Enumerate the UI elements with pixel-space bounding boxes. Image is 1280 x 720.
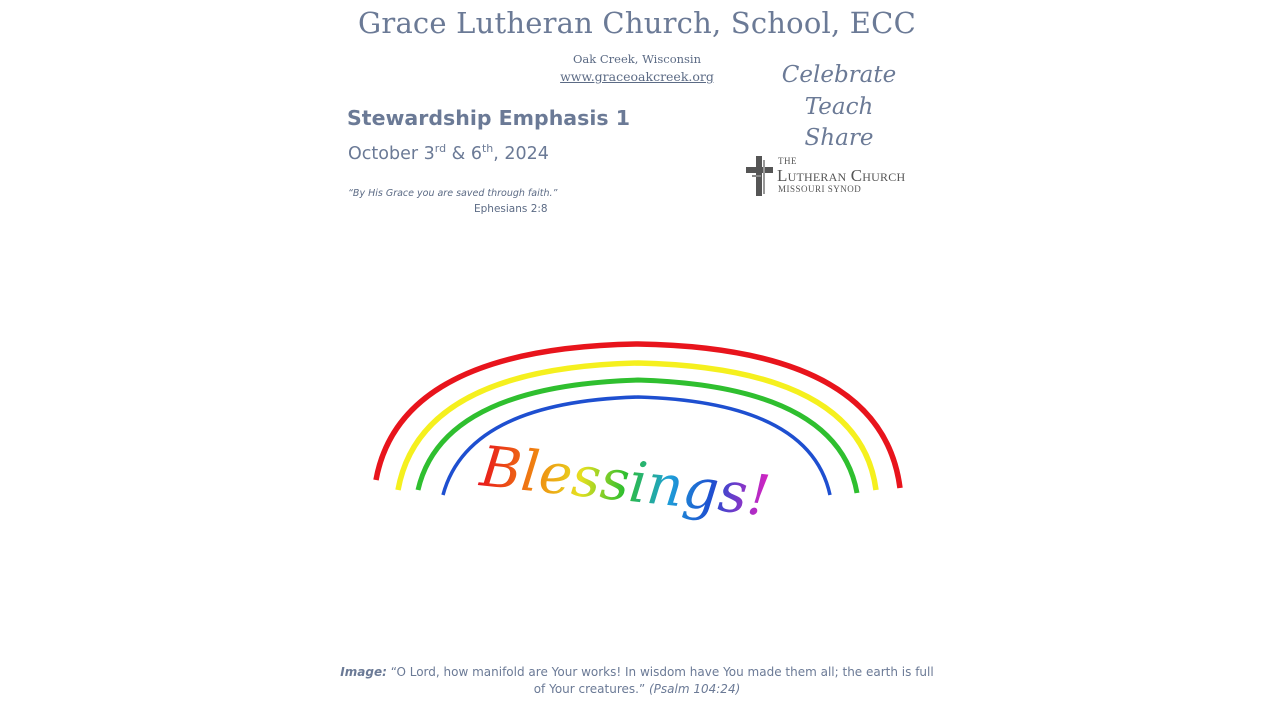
blessings-rainbow-image: [360, 330, 920, 550]
date-part-2: & 6: [446, 144, 482, 164]
image-caption: [340, 664, 934, 697]
lcms-logo: [743, 154, 925, 198]
church-location: Oak Creek, Wisconsin: [572, 52, 702, 66]
motto-celebrate: Celebrate: [781, 62, 897, 88]
emphasis-title: Stewardship Emphasis 1: [347, 106, 630, 130]
verse-text: “By His Grace you are saved through faith.”: [348, 188, 558, 199]
cross-icon: [743, 154, 777, 198]
caption-citation: (Psalm 104:24): [649, 681, 741, 696]
caption-label: Image:: [340, 665, 387, 679]
date-part-1: October 3: [348, 144, 435, 164]
date-sup-1: rd: [434, 142, 447, 155]
logo-synod: MISSOURI SYNOD: [778, 184, 862, 194]
church-title: Grace Lutheran Church, School, ECC: [358, 6, 916, 40]
logo-the: THE: [778, 156, 797, 166]
motto-teach: Teach: [804, 93, 874, 120]
logo-name: Lutheran Church: [777, 166, 906, 185]
verse-reference: Ephesians 2:8: [474, 203, 548, 215]
caption-quote: “O Lord, how manifold are Your works! In wisdom have You made them all; the earth is full of Your creatures.”: [386, 665, 934, 696]
motto-share: Share: [804, 125, 874, 151]
date-sup-2: th: [481, 142, 494, 155]
date-part-3: , 2024: [493, 144, 549, 164]
emphasis-dates: [348, 144, 549, 164]
website-link[interactable]: www.graceoakcreek.org: [560, 69, 714, 84]
motto: [770, 60, 908, 155]
blessings-word: Blessings!: [477, 434, 774, 530]
